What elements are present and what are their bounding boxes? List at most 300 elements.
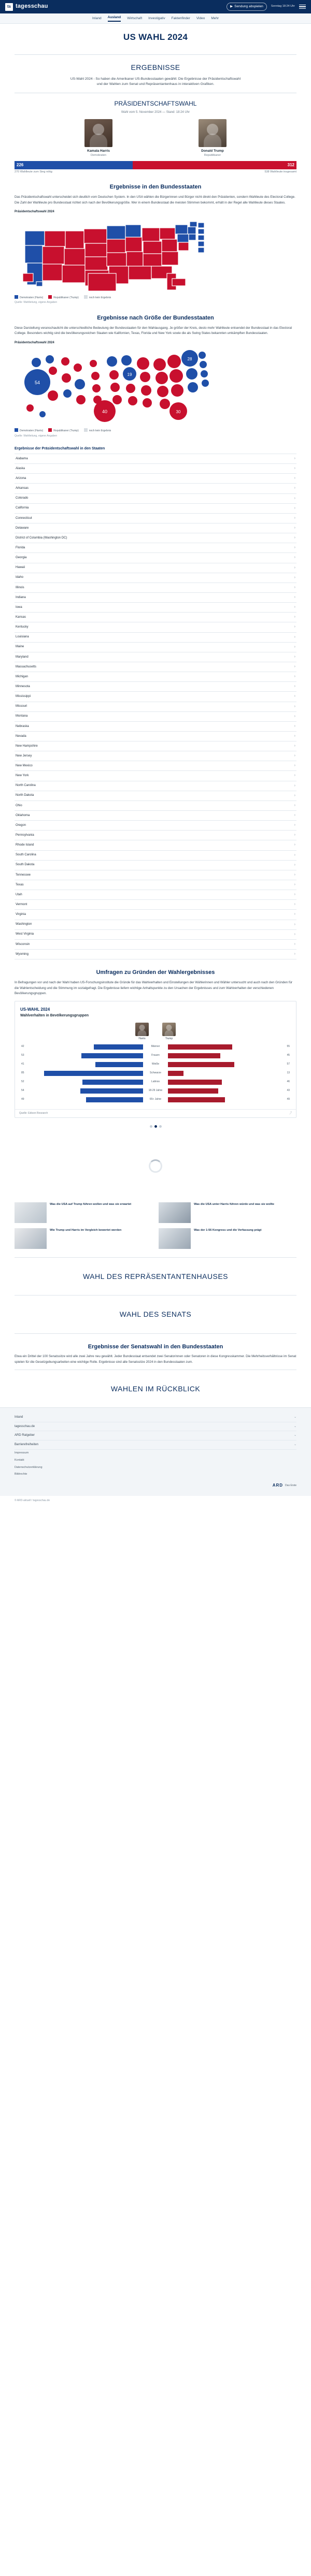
nav-item-faktenfinder[interactable]: Faktenfinder: [171, 16, 190, 20]
state-name: Louisiana: [16, 635, 29, 639]
chevron-right-icon[interactable]: ›: [294, 764, 295, 768]
chevron-right-icon[interactable]: ›: [294, 496, 295, 500]
survey-section: [0, 969, 311, 997]
survey-source: Quelle: Edison Research: [19, 1111, 48, 1115]
hero: [0, 24, 311, 49]
harris-bar: [80, 1088, 143, 1094]
survey-bar-row: [20, 1087, 291, 1095]
state-row[interactable]: [15, 831, 296, 840]
chevron-right-icon[interactable]: ›: [294, 664, 295, 668]
ard-sub: Das Erste: [285, 1483, 296, 1487]
carousel-dot[interactable]: [159, 1125, 162, 1128]
state-name: South Carolina: [16, 853, 36, 857]
state-row[interactable]: [15, 514, 296, 523]
play-broadcast-button[interactable]: [227, 3, 267, 10]
state-row[interactable]: [15, 851, 296, 861]
state-row[interactable]: [15, 652, 296, 662]
chevron-right-icon[interactable]: ›: [294, 546, 295, 550]
state-row[interactable]: [15, 840, 296, 850]
survey-bar-row: [20, 1096, 291, 1103]
state-name: Washington: [16, 923, 32, 926]
chevron-right-icon[interactable]: ›: [294, 635, 295, 639]
nav-item-ausland[interactable]: Ausland: [108, 15, 121, 22]
state-row[interactable]: [15, 563, 296, 573]
chevron-right-icon[interactable]: ›: [294, 793, 295, 797]
survey-card-footer: [15, 1109, 296, 1117]
chevron-down-icon[interactable]: ⌄: [293, 1415, 296, 1419]
state-row[interactable]: [15, 861, 296, 870]
chevron-right-icon[interactable]: ›: [294, 536, 295, 540]
chevron-right-icon[interactable]: ›: [294, 486, 295, 490]
state-row[interactable]: [15, 791, 296, 801]
top-bar-right: [227, 3, 306, 10]
map-source: Quelle: Wahlleitung, eigene Angaben: [15, 301, 58, 304]
logo-icon: ts: [5, 3, 13, 11]
chevron-right-icon[interactable]: ›: [294, 872, 295, 877]
survey-bar-row: [20, 1070, 291, 1077]
electoral-count-dem: 226: [17, 162, 24, 167]
state-name: Illinois: [16, 586, 24, 589]
state-name: North Carolina: [16, 784, 36, 788]
nav-item-investigativ[interactable]: Investigativ: [148, 16, 165, 20]
chevron-right-icon[interactable]: ›: [294, 942, 295, 946]
state-row[interactable]: [15, 464, 296, 474]
harris-bar-track: [26, 1053, 143, 1058]
hamburger-icon[interactable]: [299, 5, 306, 9]
chevron-right-icon[interactable]: ›: [294, 833, 295, 837]
bubble-map-source: Quelle: Wahlleitung, eigene Angaben: [15, 434, 58, 438]
chevron-right-icon[interactable]: ›: [294, 903, 295, 907]
copyright: © ARD-aktuell / tagesschau.de: [15, 1499, 50, 1503]
state-name: Hawaii: [16, 566, 25, 570]
survey-candidate-heads: [20, 1023, 291, 1041]
state-row[interactable]: [15, 811, 296, 821]
footer-section-row[interactable]: [15, 1422, 296, 1432]
harris-bar: [81, 1053, 143, 1058]
state-row[interactable]: [15, 771, 296, 781]
footer-link[interactable]: Datenschutzerklärung: [15, 1465, 43, 1469]
trump-bar: [168, 1097, 225, 1102]
group-label: 65+ Jahre: [149, 1098, 162, 1101]
house-heading: WAHL DES REPRÄSENTANTENHAUSES: [82, 1272, 229, 1280]
legend-item-none: noch kein Ergebnis: [84, 295, 111, 300]
harris-value: 54: [21, 1089, 24, 1093]
footer-section-label: tagesschau.de: [15, 1424, 35, 1428]
survey-head-harris: [135, 1023, 149, 1041]
state-name: South Dakota: [16, 863, 35, 867]
state-map-heading: Ergebnisse in den Bundesstaaten: [109, 184, 202, 191]
state-row[interactable]: [15, 732, 296, 741]
footer-section-row[interactable]: [15, 1413, 296, 1422]
main-nav: [0, 13, 311, 24]
state-row[interactable]: [15, 900, 296, 910]
state-row[interactable]: [15, 692, 296, 702]
svg-text:19: 19: [127, 372, 132, 377]
footer-link[interactable]: Kontakt: [15, 1458, 24, 1462]
chevron-right-icon[interactable]: ›: [294, 506, 295, 510]
trump-value: 45: [287, 1054, 290, 1057]
state-row[interactable]: [15, 702, 296, 712]
chevron-right-icon[interactable]: ›: [294, 516, 295, 520]
survey-bar-row: [20, 1052, 291, 1059]
harris-bar-track: [26, 1088, 143, 1094]
state-row[interactable]: [15, 533, 296, 543]
state-name: Massachusetts: [16, 665, 37, 668]
footer-sections: [15, 1413, 296, 1450]
harris-value: 42: [21, 1045, 24, 1049]
legend-item-dem: Demokraten (Harris): [15, 428, 43, 433]
state-name: California: [16, 506, 29, 510]
state-name: Utah: [16, 893, 22, 896]
footer-section-row[interactable]: [15, 1431, 296, 1440]
chevron-right-icon[interactable]: ›: [294, 853, 295, 857]
state-name: Kentucky: [16, 625, 29, 629]
chevron-right-icon[interactable]: ›: [294, 922, 295, 926]
chevron-right-icon[interactable]: ›: [294, 565, 295, 570]
state-row[interactable]: [15, 940, 296, 950]
chevron-down-icon[interactable]: ⌄: [293, 1434, 296, 1437]
state-row[interactable]: [15, 781, 296, 791]
teaser-title: Was die USA auf Trump führen wollen und was sie erwartet: [50, 1202, 132, 1206]
teaser-thumb-b: [159, 1202, 191, 1223]
state-row[interactable]: [15, 801, 296, 811]
chevron-right-icon[interactable]: ›: [294, 774, 295, 778]
state-row[interactable]: [15, 484, 296, 493]
teaser-grid: [15, 1202, 296, 1249]
footer-link[interactable]: Impressum: [15, 1451, 29, 1454]
survey-bar-row: [20, 1061, 291, 1068]
state-name: Ohio: [16, 804, 22, 807]
chevron-right-icon[interactable]: ›: [294, 754, 295, 758]
trump-bar-track: [168, 1053, 284, 1058]
state-name: Pennsylvania: [16, 834, 34, 837]
chevron-right-icon[interactable]: ›: [294, 467, 295, 471]
trump-bar: [168, 1062, 234, 1067]
senate-heading: WAHL DES SENATS: [119, 1310, 192, 1319]
state-row[interactable]: [15, 523, 296, 533]
state-name: Mississippi: [16, 695, 31, 698]
survey-intro: In Befragungen vor und nach der Wahl haben US-Forschungsinstitute die Gründe für das Wahlverhalten und Einstellungen der Wählerinnen und Wähler untersucht und auch nach den Gründen für die Wahlentscheidung und die Stimmung im sozialgefragt. Die Ergebnisse liefern wichtige Anhaltspunkte zu den Ursachen der Ergebnisses und zum Wahlverhalten der verschiedenen Bevölkerungsgruppen.: [15, 981, 293, 996]
state-row[interactable]: [15, 474, 296, 484]
teaser-title: Was der 1:56 Kongress und die Verfassung prägt: [194, 1228, 262, 1232]
group-label: Schwarze: [150, 1071, 161, 1075]
trump-bar-track: [168, 1071, 284, 1076]
results-heading: ERGEBNISSE: [131, 63, 180, 71]
chevron-right-icon[interactable]: ›: [294, 556, 295, 560]
state-name: New York: [16, 774, 29, 778]
chevron-right-icon[interactable]: ›: [294, 883, 295, 887]
state-name: Colorado: [16, 497, 29, 500]
candidate-name: Kamala Harris: [87, 149, 110, 153]
nav-item-inland[interactable]: Inland: [92, 16, 102, 20]
group-label: Frauen: [151, 1054, 160, 1057]
state-row[interactable]: [15, 583, 296, 593]
chevron-down-icon[interactable]: ⌄: [293, 1443, 296, 1446]
trump-bar-track: [168, 1044, 284, 1050]
chevron-right-icon[interactable]: ›: [294, 476, 295, 481]
chevron-right-icon[interactable]: ›: [294, 694, 295, 698]
chevron-right-icon[interactable]: ›: [294, 714, 295, 718]
group-label: 18-29 Jahre: [148, 1089, 163, 1093]
harris-bar-track: [26, 1080, 143, 1085]
teaser-item[interactable]: [159, 1228, 296, 1249]
footer: [0, 1407, 311, 1496]
electoral-result-bar: [15, 161, 296, 169]
survey-card-subtitle: Wahlverhalten in Bevölkerungsgruppen: [20, 1014, 89, 1018]
trump-bar: [168, 1053, 220, 1058]
survey-card-title: US-WAHL 2024: [20, 1007, 50, 1012]
candidate-party: Demokraten: [91, 153, 106, 157]
trump-bar-track: [168, 1080, 284, 1085]
state-name: Kansas: [16, 615, 26, 619]
state-name: Iowa: [16, 605, 22, 609]
results-intro: US-Wahl 2024 - So haben die Amerikaner US-Bundesstaaten gewählt: Die Ergebnisse der Präsidentschaftswahl und der Wahlen zum Senat und Repräsentantenhaus in interaktiven Grafiken.: [70, 77, 241, 86]
state-row[interactable]: [15, 672, 296, 682]
teaser-item[interactable]: [15, 1228, 152, 1249]
trump-value: 49: [287, 1098, 290, 1101]
chevron-right-icon[interactable]: ›: [294, 863, 295, 867]
trump-avatar: [162, 1023, 176, 1036]
senate-states-body: Etwa ein Drittel der 100 Senatssitze wird alle zwei Jahre neu gewählt. Jeder Bundesstaat entsendet zwei Senatorinnen oder Senatoren in diese Kongresskammer. Die Mehrheitsverhältnisse im Senat spielen für die Gesetzgebungsarbeiten eine wichtige Rolle. Ergebnisse sind alle Senatssitze 2024 in den Bundesstaaten zum.: [15, 1355, 296, 1364]
chevron-right-icon[interactable]: ›: [294, 605, 295, 609]
state-row[interactable]: [15, 553, 296, 563]
nav-item-mehr[interactable]: Mehr: [211, 16, 219, 20]
bubble-map-body: Diese Darstellung veranschaulicht die unterschiedliche Bedeutung der Bundesstaaten für den Wahlausgang. Je größer der Kreis, desto mehr Wahlleute entsendet der Bundesstaat in das Electoral College. Besonders wichtig sind die bevölkerungsreichen Staaten wie Kalifornien, Texas, Florida und New York sowie die als Swing States bekannten umkämpften Bundesstaaten.: [15, 326, 292, 336]
bubble-map-legend: [15, 428, 296, 433]
chevron-right-icon[interactable]: ›: [294, 704, 295, 708]
chevron-right-icon[interactable]: ›: [294, 675, 295, 679]
state-row[interactable]: [15, 682, 296, 692]
teaser-thumb-a: [15, 1202, 47, 1223]
state-name: New Jersey: [16, 754, 32, 758]
chevron-right-icon[interactable]: ›: [294, 625, 295, 629]
state-name: Maryland: [16, 655, 29, 659]
state-name: Vermont: [16, 903, 27, 907]
brand[interactable]: [5, 3, 48, 11]
us-bubble-svg: [15, 346, 296, 426]
divider: [15, 1333, 296, 1334]
state-row[interactable]: [15, 722, 296, 732]
state-row[interactable]: [15, 643, 296, 652]
svg-text:28: 28: [187, 357, 192, 362]
share-icon[interactable]: ⤴: [289, 1111, 292, 1115]
state-row[interactable]: [15, 761, 296, 771]
us-choropleth-map[interactable]: [15, 215, 296, 293]
chevron-down-icon[interactable]: ⌄: [293, 1424, 296, 1428]
bubble-map-heading: Ergebnisse nach Größe der Bundesstaaten: [97, 314, 214, 321]
candidate-harris: [80, 119, 117, 157]
survey-heading: Umfragen zu Gründen der Wahlergebnisses: [96, 969, 215, 976]
trump-photo: [199, 119, 227, 147]
state-row[interactable]: [15, 622, 296, 632]
state-name: Tennessee: [16, 873, 31, 877]
footer-section-label: Barrierefreiheiten: [15, 1443, 39, 1446]
map-legend: [15, 295, 296, 300]
state-row[interactable]: [15, 751, 296, 761]
nav-item-wirtschaft[interactable]: Wirtschaft: [127, 16, 143, 20]
legend-item-none: noch kein Ergebnis: [84, 428, 111, 433]
harris-bar: [94, 1044, 143, 1050]
harris-bar-track: [26, 1097, 143, 1102]
state-row[interactable]: [15, 890, 296, 900]
play-icon: ▶: [230, 5, 233, 9]
chevron-right-icon[interactable]: ›: [294, 585, 295, 589]
svg-text:54: 54: [34, 380, 40, 386]
group-label: Latinos: [151, 1080, 160, 1084]
chevron-right-icon[interactable]: ›: [294, 932, 295, 936]
survey-head-trump: [162, 1023, 176, 1041]
state-row[interactable]: [15, 821, 296, 831]
state-name: Wyoming: [16, 952, 29, 956]
chevron-right-icon[interactable]: ›: [294, 952, 295, 956]
states-table-title: Ergebnisse der Präsidentschaftswahl in den Staaten: [15, 446, 105, 450]
state-name: Nebraska: [16, 724, 29, 728]
chevron-right-icon[interactable]: ›: [294, 813, 295, 818]
state-name: West Virginia: [16, 933, 34, 936]
state-row[interactable]: [15, 950, 296, 959]
ard-logo: ARD: [272, 1483, 284, 1488]
state-row[interactable]: [15, 880, 296, 890]
state-row[interactable]: [15, 920, 296, 930]
chevron-right-icon[interactable]: ›: [294, 912, 295, 916]
chevron-right-icon[interactable]: ›: [294, 615, 295, 619]
electoral-bar-dem: [15, 161, 133, 169]
state-row[interactable]: [15, 593, 296, 603]
chevron-right-icon[interactable]: ›: [294, 685, 295, 689]
state-name: Alaska: [16, 467, 25, 470]
state-name: New Hampshire: [16, 744, 38, 748]
state-name: Maine: [16, 645, 24, 649]
trump-bar: [168, 1044, 232, 1050]
presidential-subtitle: Wahl vom 5. November 2024 — Stand: 18:24 Uhr: [121, 111, 190, 114]
state-row[interactable]: [15, 741, 296, 751]
teaser-title: Was die USA unter Harris führen würde und was sie wollte: [194, 1202, 274, 1206]
state-row[interactable]: [15, 870, 296, 880]
state-row[interactable]: [15, 454, 296, 464]
ard-branding: [15, 1482, 296, 1489]
harris-value: 53: [21, 1054, 24, 1057]
state-name: New Mexico: [16, 764, 33, 768]
chevron-right-icon[interactable]: ›: [294, 575, 295, 579]
chevron-right-icon[interactable]: ›: [294, 803, 295, 807]
state-name: Connecticut: [16, 516, 32, 520]
survey-bar-row: [20, 1043, 291, 1051]
state-row[interactable]: [15, 633, 296, 643]
harris-bar: [86, 1097, 143, 1102]
state-row[interactable]: [15, 662, 296, 672]
harris-bar: [44, 1071, 143, 1076]
teaser-thumb-c: [15, 1228, 47, 1249]
state-name: North Dakota: [16, 794, 34, 797]
state-name: Alabama: [16, 457, 28, 460]
state-row[interactable]: [15, 712, 296, 722]
harris-value: 49: [21, 1098, 24, 1101]
chevron-right-icon[interactable]: ›: [294, 526, 295, 530]
electoral-needed-label: 270 Wahlleute zum Sieg nötig: [15, 170, 52, 173]
harris-value: 85: [21, 1071, 24, 1075]
carousel-dot[interactable]: [150, 1125, 152, 1128]
teaser-item[interactable]: [15, 1202, 152, 1223]
chevron-right-icon[interactable]: ›: [294, 744, 295, 748]
senate-states-heading: Ergebnisse der Senatswahl in den Bundesstaaten: [88, 1343, 223, 1350]
chevron-right-icon[interactable]: ›: [294, 843, 295, 847]
loading-spinner-icon: [149, 1159, 162, 1173]
state-row[interactable]: [15, 910, 296, 920]
chevron-right-icon[interactable]: ›: [294, 595, 295, 599]
divider: [15, 1295, 296, 1296]
legend-item-dem: Demokraten (Harris): [15, 295, 43, 300]
nav-item-video[interactable]: Video: [196, 16, 205, 20]
brand-name: tagesschau: [16, 3, 48, 10]
state-row[interactable]: [15, 494, 296, 504]
trump-bar-track: [168, 1088, 284, 1094]
state-row[interactable]: [15, 603, 296, 613]
legend-item-rep: Republikaner (Trump): [48, 295, 78, 300]
us-bubble-map[interactable]: [15, 346, 296, 426]
trump-bar: [168, 1088, 218, 1094]
state-name: Idaho: [16, 576, 24, 579]
chevron-right-icon[interactable]: ›: [294, 724, 295, 728]
trump-value: 57: [287, 1063, 290, 1066]
bubble-map-section: [0, 314, 311, 438]
electoral-count-rep: 312: [287, 162, 294, 167]
svg-text:40: 40: [102, 409, 108, 415]
chevron-right-icon[interactable]: ›: [294, 654, 295, 659]
state-map-body: Das Präsidentschaftswahl unterscheidet sich deutlich vom Deutschen System. In den USA wählen die Bürgerinnen und Bürger nicht direkt den Präsidenten, sondern Wahlleute des Electoral College. Die Zahl der Wahlleute pro Bundesstaat richtet sich nach der Bevölkerungsgröße. Wer in einem Bundesstaat die meisten Stimmen bekommt, erhält in der Regel alle Wahlleute dieses Staates.: [15, 195, 295, 205]
chevron-right-icon[interactable]: ›: [294, 823, 295, 827]
state-name: Rhode Island: [16, 843, 34, 847]
chevron-right-icon[interactable]: ›: [294, 783, 295, 788]
state-row[interactable]: [15, 573, 296, 583]
teaser-item[interactable]: [159, 1202, 296, 1223]
chevron-right-icon[interactable]: ›: [294, 734, 295, 738]
footer-link[interactable]: Bildrechte: [15, 1473, 27, 1476]
retrospective-heading: WAHLEN IM RÜCKBLICK: [110, 1384, 201, 1393]
trump-value: 55: [287, 1045, 290, 1049]
state-name: Georgia: [16, 556, 27, 560]
state-name: Minnesota: [16, 685, 30, 688]
state-row[interactable]: [15, 543, 296, 553]
state-row[interactable]: [15, 930, 296, 940]
trump-value: 43: [287, 1089, 290, 1093]
state-row[interactable]: [15, 504, 296, 514]
chevron-right-icon[interactable]: ›: [294, 456, 295, 460]
carousel-dot-active[interactable]: [154, 1125, 157, 1128]
harris-bar-track: [26, 1062, 143, 1067]
harris-value: 52: [21, 1080, 24, 1084]
divider: [15, 54, 296, 55]
candidate-trump: [194, 119, 231, 157]
group-label: Weiße: [151, 1063, 160, 1066]
candidate-party: Republikaner: [204, 153, 221, 157]
survey-card: [15, 1001, 296, 1118]
chevron-right-icon[interactable]: ›: [294, 893, 295, 897]
harris-value: 41: [21, 1063, 24, 1066]
harris-bar-track: [26, 1071, 143, 1076]
state-name: Oklahoma: [16, 813, 30, 817]
carousel-dots[interactable]: [0, 1125, 311, 1128]
footer-section-row[interactable]: [15, 1440, 296, 1450]
chevron-right-icon[interactable]: ›: [294, 645, 295, 649]
state-map-label: Präsidentschaftswahl 2024: [15, 210, 54, 214]
state-row[interactable]: [15, 613, 296, 622]
divider: [15, 1257, 296, 1258]
trump-value: 13: [287, 1071, 290, 1075]
harris-avatar: [135, 1023, 149, 1036]
loading-area: [0, 1135, 311, 1197]
candidate-name: Donald Trump: [201, 149, 224, 153]
state-name: Oregon: [16, 823, 26, 827]
